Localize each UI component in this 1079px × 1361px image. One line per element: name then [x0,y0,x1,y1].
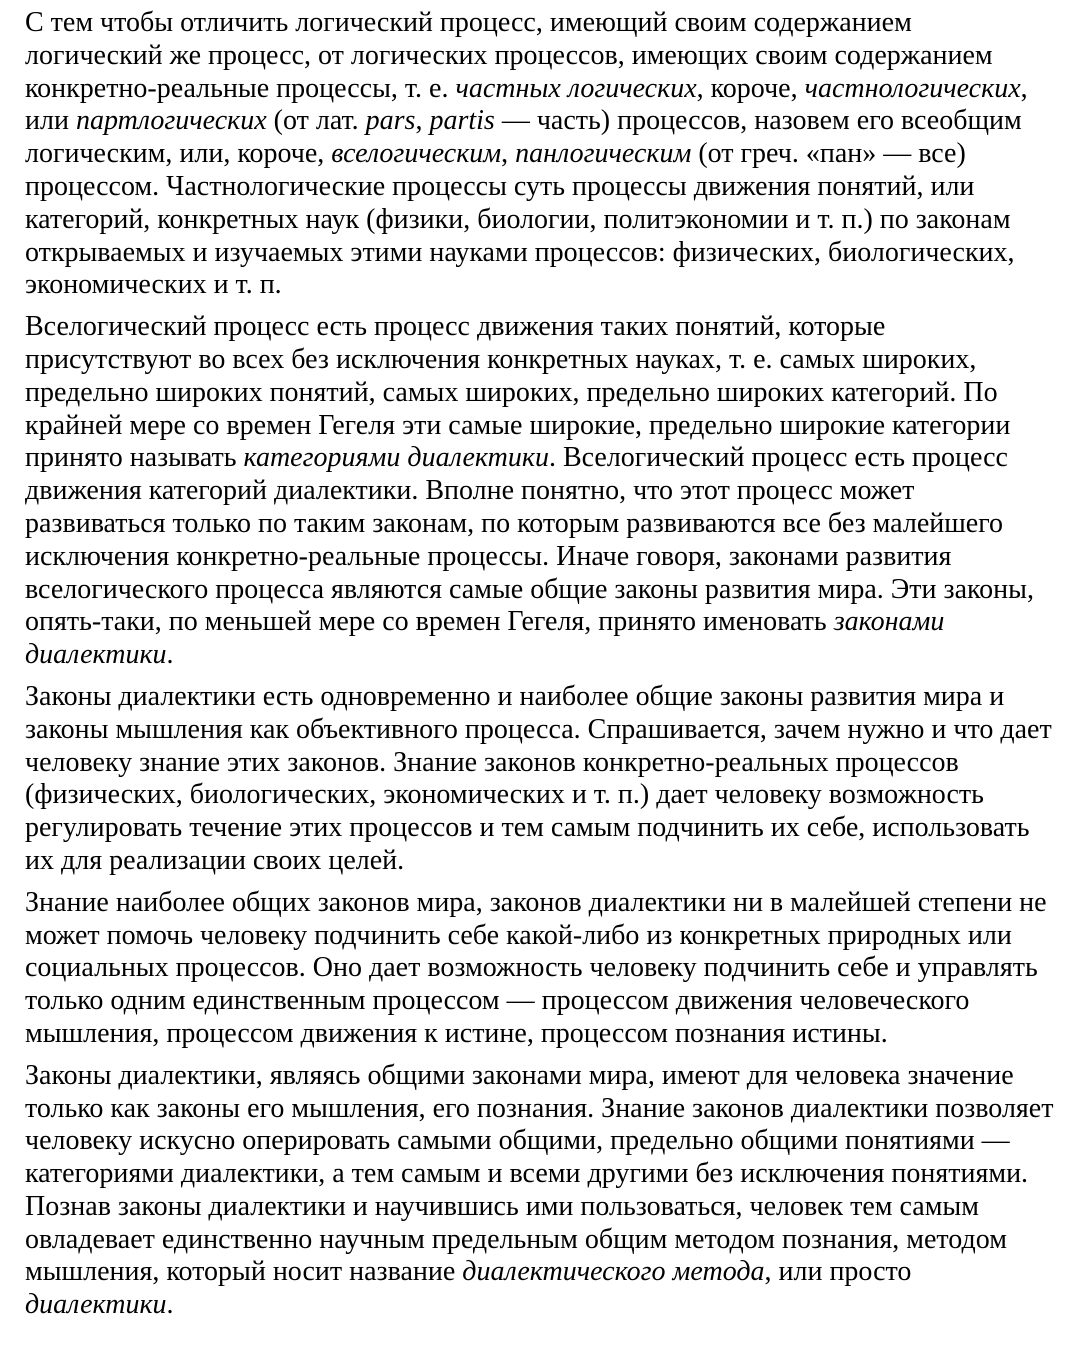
paragraph-5 [25,1060,1055,1322]
italic-text-run: диалектики [25,1289,167,1321]
paragraph-1 [25,7,1055,302]
paragraph-3 [25,681,1055,878]
italic-text-run: диалектического метода [462,1256,765,1288]
text-run: . [166,639,174,671]
text-run: Законы диалектики, являясь общими законами мира, имеют для человека значение только как законы его мышления, его познания. Знание законов диалектики позволяет человеку искусно оперировать самыми общими, предельно общими понятиями — категориями диалектики, а тем самым и всеми другими без исключения понятиями. Познав законы диалектики и научившись ими пользоваться, человек тем самым овладевает единственно научным предельным общим методом познания, методом мышления, который носит название [25,1059,1054,1288]
text-run: , [501,138,516,170]
text-run: Вселогический процесс есть процесс движения таких понятий, которые присутствуют во всех без исключения конкретных науках, т. е. самых широких, предельно широких понятий, самых широких, предельно широких категорий. По крайней мере со времен Гегеля эти самые широкие, предельно широкие категории принято называть [25,311,1011,474]
text-run: — часть) процессов, назовем его всеобщим логическим, или, короче, [25,105,1022,170]
text-run: Знание наиболее общих законов мира, законов диалектики ни в малейшей степени не может помочь человеку подчинить себе какой-либо из конкретных природных или социальных процессов. Оно дает возможность человеку подчинить себе и управлять только одним единственным процессом — процессом движения человеческого мышления, процессом движения к истине, процессом познания истины. [25,886,1047,1049]
text-run: С тем чтобы отличить логический процесс, имеющий своим содержанием логический же процесс, от логических процессов, имеющих своим содержанием конкретно-реальные процессы, т. е. [25,7,993,104]
text-run: , или [25,72,1028,137]
text-run: , или просто [764,1256,912,1288]
italic-text-run: частных логических [455,72,697,104]
italic-text-run: категориями диалектики [243,442,549,474]
italic-text-run: законами диалектики [25,606,945,671]
text-run: Законы диалектики есть одновременно и наиболее общие законы развития мира и законы мышления как объективного процесса. Спрашивается, зачем нужно и что дает человеку знание этих законов. Знание законов конкретно-реальных процессов (физических, биологических, экономических и т. п.) дает человеку возможность регулировать течение этих процессов и тем самым подчинить их себе, использовать их для реализации своих целей. [25,680,1052,876]
document-body [25,7,1055,1322]
text-run: (от лат. [266,105,366,137]
paragraph-4 [25,887,1055,1051]
text-run: . [166,1289,174,1321]
text-run: (от греч. «пан» — все) процессом. Частнологические процессы суть процессы движения понятий, или категорий, конкретных наук (физики, биологии, политэкономии и т. п.) по законам открываемых и изучаемых этими науками процессов: физических, биологических, экономических и т. п. [25,138,1015,301]
text-run: , [415,105,430,137]
italic-text-run: частнологических [804,72,1021,104]
italic-text-run: панлогическим [515,138,692,170]
text-run: . Вселогический процесс есть процесс движения категорий диалектики. Вполне понятно, что этот процесс может развиваться только по таким законам, по которым развиваются все без малейшего исключения конкретно-реальные процессы. Иначе говоря, законами развития вселогического процесса являются самые общие законы развития мира. Эти законы, опять-таки, по меньшей мере со времен Гегеля, принято именовать [25,442,1034,638]
italic-text-run: partis [429,105,495,137]
italic-text-run: вселогическим [331,138,502,170]
italic-text-run: pars [365,105,416,137]
text-run: , короче, [696,72,805,104]
paragraph-2 [25,311,1055,672]
italic-text-run: партлогических [75,105,267,137]
